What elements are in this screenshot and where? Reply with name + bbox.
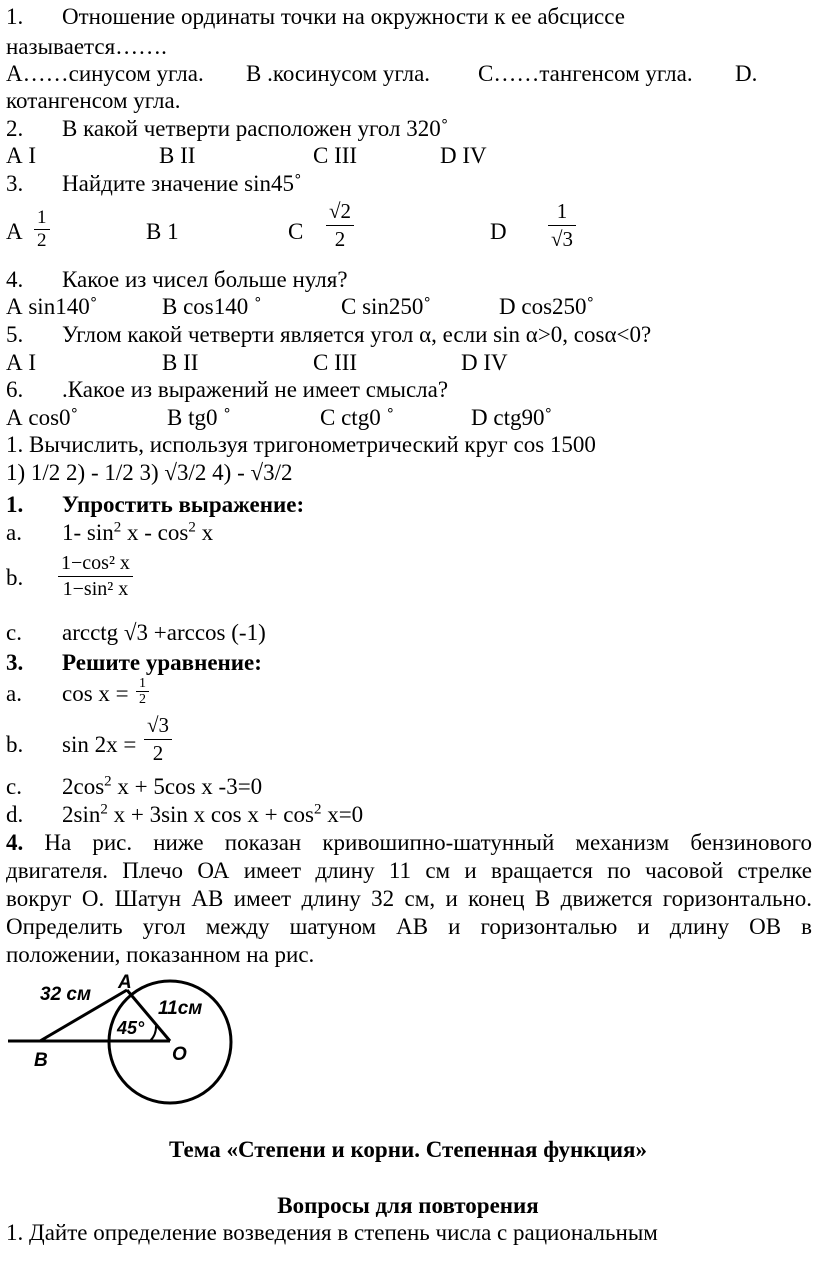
fraction-numerator: √3 [144,712,172,740]
q4-option-b: В cos140 ˚ [162,294,262,319]
simplify-number: 1. [6,492,24,517]
label-a: A [118,972,132,993]
label-ab-length: 32 см [40,984,92,1005]
q2-option-b: В II [159,143,196,168]
q5-option-c: С III [313,350,358,375]
simplify-a-label: a. [6,520,22,545]
q5-option-d: D IV [461,350,508,375]
solve-a-fraction [136,676,149,707]
q6-option-a: А cos0˚ [6,405,79,430]
q1-option-a: А……синусом угла. [6,61,204,86]
expr-part: x - cos [121,520,189,545]
simplify-a-expression [62,520,213,546]
solve-a-label: a. [6,681,22,706]
fraction-denominator: 1−sin² x [62,578,129,600]
label-o: O [172,1044,187,1065]
solve-b-fraction [144,712,172,767]
q5-option-b: В II [162,350,199,375]
q1-text-cont: называется……. [6,34,167,59]
fraction-numerator: 1 [136,676,149,692]
simplify-title: Упростить выражение: [62,492,305,517]
fraction-denominator: 2 [37,230,47,251]
solve-b-expression: sin 2x = [62,732,137,757]
q4-number: 4. [6,267,24,292]
q1-option-b: В .косинусом угла. [246,61,431,86]
q5-number: 5. [6,322,24,347]
solve-d-expression [62,802,363,828]
q2-number: 2. [6,116,24,141]
label-b: B [34,1050,48,1071]
fraction-denominator: 2 [334,227,346,251]
expr-part: 2sin [62,802,101,827]
q1-text: Отношение ординаты точки на окружности к ее абсциссе [62,4,625,29]
fraction-denominator: 2 [139,692,146,707]
q1-number: 1. [6,4,24,29]
review-question-1: 1. Дайте определение возведения в степень числа с рациональным [6,1220,658,1245]
q3-option-c-fraction [326,198,354,253]
problem-text: На рис. ниже показан кривошипно-шатунный механизм бензинового [44,830,813,855]
solve-number: 3. [6,650,24,675]
topic-heading: Тема «Степени и корни. Степенная функция» [169,1137,647,1162]
calc-options: 1) 1/2 2) - 1/2 3) √3/2 4) - √3/2 [6,460,293,485]
solve-c-label: c. [6,774,22,799]
q3-option-d: D [490,219,507,244]
exponent: 2 [313,801,322,818]
q2-text: В какой четверти расположен угол 320˚ [62,116,449,141]
q3-option-c: С [288,219,304,244]
simplify-c-expression: arcctg √3 +arccos (-1) [62,620,266,645]
calc-title: 1. Вычислить, используя тригонометрический круг cos 1500 [6,432,596,457]
q2-option-d: D IV [440,143,487,168]
q3-option-a: А [6,219,23,244]
fraction-denominator: √3 [551,227,574,251]
exponent: 2 [104,773,112,790]
q6-option-b: В tg0 ˚ [167,405,231,430]
q4-option-a: А sin140˚ [6,294,98,319]
q3-number: 3. [6,171,24,196]
q5-option-a: А I [6,350,37,375]
q4-option-c: С sin250˚ [341,294,432,319]
q5-text: Углом какой четверти является угол α, если sin α>0, cosα<0? [62,322,652,347]
q2-option-a: А I [6,143,37,168]
expr-part: x + 5cos x -3=0 [111,774,263,799]
fraction-numerator: 1 [548,198,576,226]
q1-line [6,4,625,30]
problem-number: 4. [6,830,24,855]
expr-part: 2cos [62,774,105,799]
problem-line-5: положении, показанном на рис. [6,942,315,967]
simplify-c-label: c. [6,620,22,645]
exponent: 2 [188,519,196,536]
q3-text: Найдите значение sin45˚ [62,171,302,196]
fraction-numerator: √2 [326,198,354,226]
crank-mechanism-figure [0,972,240,1108]
simplify-b-label: b. [6,565,24,590]
q6-option-c: С ctg0 ˚ [320,405,395,430]
solve-title: Решите уравнение: [62,650,262,675]
review-heading: Вопросы для повторения [277,1193,539,1218]
q4-option-d: D cos250˚ [499,294,595,319]
expr-part: 1- sin [62,520,114,545]
q3-option-d-fraction [548,198,576,253]
fraction-numerator: 1−cos² x [58,551,133,577]
problem-line-4: Определить угол между шатуном АВ и горизонталью и длину ОВ в [6,914,812,939]
q1-option-d: D. [735,61,758,86]
exponent: 2 [113,519,122,536]
q6-option-d: D ctg90˚ [471,405,553,430]
q2-option-c: С III [313,143,358,168]
problem-line-2: двигателя. Плечо ОА имеет длину 11 см и вращается по часовой стрелке [6,858,812,883]
solve-b-label: b. [6,732,24,757]
expr-part: x=0 [321,802,364,827]
label-oa-length: 11см [158,998,203,1019]
q6-text: .Какое из выражений не имеет смысла? [62,377,449,402]
solve-d-label: d. [6,802,24,827]
expr-part: x [195,520,214,545]
problem-line-3: вокруг О. Шатун АВ имеет длину 32 см, и конец В движется горизонтально. [6,886,812,911]
label-angle: 45° [117,1018,145,1038]
q3-option-b: В 1 [146,219,179,244]
solve-c-expression [62,774,262,800]
expr-part: x + 3sin x cos x + cos [107,802,314,827]
q1-option-d-cont: котангенсом угла. [6,88,181,113]
exponent: 2 [100,801,108,818]
fraction-denominator: 2 [152,741,164,765]
q1-option-c: С……тангенсом угла. [478,61,693,86]
q4-text: Какое из чисел больше нуля? [62,267,348,292]
simplify-b-fraction [58,551,133,602]
q3-option-a-fraction [34,207,50,252]
q6-number: 6. [6,377,24,402]
fraction-numerator: 1 [34,207,50,230]
problem-line-1 [6,830,812,856]
angle-arc [150,1026,156,1041]
solve-a-expression: cos x = [62,681,129,706]
